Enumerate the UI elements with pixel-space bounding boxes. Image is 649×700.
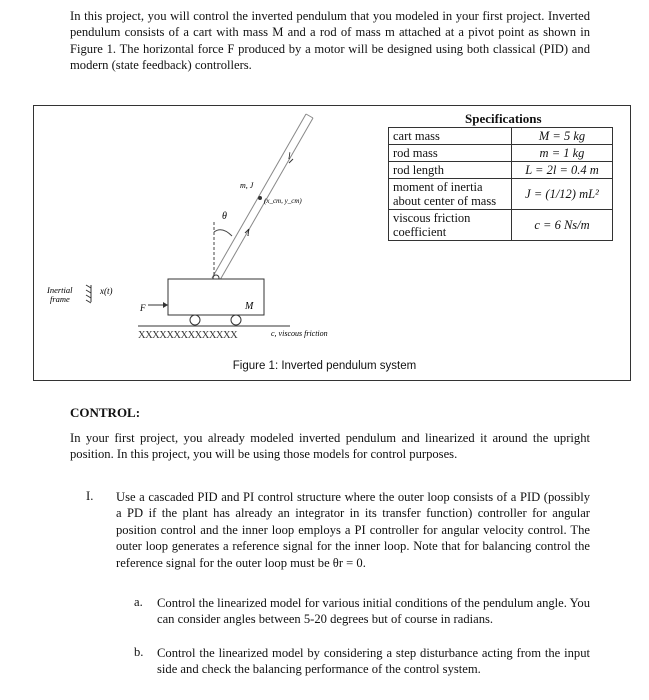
l-top-label: l <box>288 151 291 161</box>
l-mid-label: l <box>247 228 250 238</box>
spec-row <box>389 145 613 162</box>
cart-mass-label: M <box>245 301 254 312</box>
viscous-label: c, viscous friction <box>271 329 328 338</box>
subitem-text: Control the linearized model for various initial conditions of the pendulum angle. You can consider angles between 5-20 degrees but of course in radians. <box>157 596 591 627</box>
xxx-hatch: XXXXXXXXXXXXXX <box>138 330 238 341</box>
subitem-text: Control the linearized model by considering a step disturbance acting from the input side and check the balancing performance of the control system. <box>157 646 590 677</box>
intro-paragraph: In this project, you will control the inverted pendulum that you modeled in your first project. Inverted pendulum consists of a cart with mass M and a rod of mass m attached at a pivot point as shown in Figure 1. The horizontal force F produced by a motor will be designed using both classical (PID) and modern (state feedback) controllers. <box>70 9 590 73</box>
control-heading: CONTROL: <box>70 405 141 420</box>
spec-title: Specifications <box>465 111 542 126</box>
spec-name: cart mass <box>389 128 512 145</box>
spec-row <box>389 128 613 145</box>
spec-value: M = 5 kg <box>512 128 613 145</box>
frame-label: frame <box>50 294 70 304</box>
spec-row <box>389 179 613 210</box>
force-label: F <box>140 303 146 313</box>
subitem-marker: a. <box>134 595 143 609</box>
item-marker: I. <box>86 489 94 503</box>
inertial-label: Inertial <box>47 285 73 295</box>
spec-name: viscous friction coefficient <box>389 210 512 241</box>
subitem-marker: b. <box>134 645 144 659</box>
spec-row <box>389 210 613 241</box>
theta-label: θ <box>222 211 227 222</box>
cart-wheel-right <box>231 315 241 325</box>
theta-arc <box>214 230 232 236</box>
figure-caption: Figure 1: Inverted pendulum system <box>232 360 417 372</box>
center-of-mass-dot <box>258 196 262 200</box>
specifications-table <box>388 127 613 241</box>
spec-value: J = (1/12) mL² <box>512 179 613 210</box>
control-intro: In your first project, you already modeled inverted pendulum and linearized it around the upright position. In this project, you will be using those models for control purposes. <box>70 431 590 462</box>
cart-wheel-left <box>190 315 200 325</box>
item-text: Use a cascaded PID and PI control structure where the outer loop consists of a PID (possibly a PD if the plant has already an integrator in its transfer function) controller for angular position control and the inner loop employs a PI controller for angular velocity control. The outer loop generates a reference signal for the inner loop. Note that for balancing control the reference signal for the outer loop must be θr = 0. <box>116 490 590 570</box>
rod-mass-label: m, J <box>240 181 254 190</box>
spec-value: c = 6 Ns/m <box>512 210 613 241</box>
spec-name: rod length <box>389 162 512 179</box>
com-label: (x_cm, y_cm) <box>264 197 302 205</box>
spec-value: m = 1 kg <box>512 145 613 162</box>
spec-name: rod mass <box>389 145 512 162</box>
spec-row <box>389 162 613 179</box>
x-position-label: x(t) <box>100 286 113 296</box>
spec-value: L = 2l = 0.4 m <box>512 162 613 179</box>
spec-name: moment of inertia about center of mass <box>389 179 512 210</box>
